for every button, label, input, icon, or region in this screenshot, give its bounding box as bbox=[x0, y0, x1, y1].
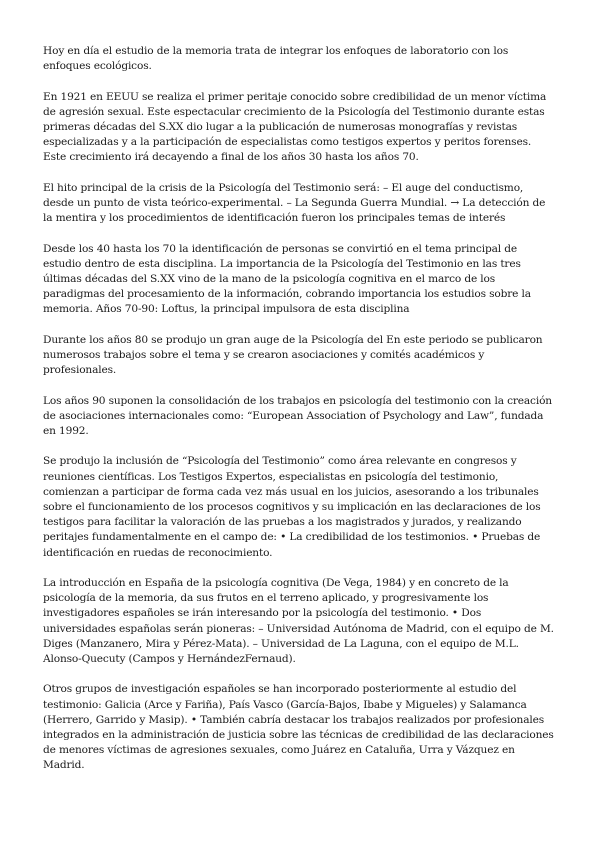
paragraph-memory-approaches: Hoy en día el estudio de la memoria trata de integrar los enfoques de laboratorio con los enfoques ecológicos. bbox=[43, 45, 509, 73]
document-body bbox=[43, 44, 557, 789]
paragraph-crisis-milestones: El hito principal de la crisis de la Psicología del Testimonio será: – El auge del conductismo, desde un punto de vista teórico-experimental. – La Segunda Guerra Mundial. → La detección de la mentira y los procedimientos de identificación fueron los principales temas de interés bbox=[43, 181, 546, 225]
paragraph-1921-first-expert-report: En 1921 en EEUU se realiza el primer peritaje conocido sobre credibilidad de un menor víctima de agresión sexual. Este espectacular crecimiento de la Psicología del Testimonio durante estas primeras décadas del S.XX dio lugar a la publicación de numerosas monografías y revistas especializadas y a la participación de especialistas como testigos expertos y peritos forenses. Este crecimiento irá decayendo a final de los años 30 hasta los años 70. bbox=[43, 90, 547, 164]
paragraph-expert-witnesses: Se produjo la inclusión de “Psicología del Testimonio” como área relevante en congresos y reuniones científicas. Los Testigos Expertos, especialistas en psicología del testimonio, comienzan a participar de forma cada vez más usual en los juicios, asesorando a los tribunales sobre el funcionamiento de los procesos cognitivos y su implicación en las declaraciones de los testigos para facilitar la valoración de las pruebas a los magistrados y jurados, y realizando peritajes fundamentalmente en el campo de: • La credibilidad de los testimonios. • Pruebas de identificación en ruedas de reconocimiento. bbox=[43, 455, 541, 559]
paragraph-90s-consolidation: Los años 90 suponen la consolidación de los trabajos en psicología del testimonio con la creación de asociaciones internacionales como: “European Association of Psychology and Law”, fundada en 1992. bbox=[43, 394, 552, 437]
paragraph-other-spanish-groups: Otros grupos de investigación españoles se han incorporado posteriormente al estudio del testimonio: Galicia (Arce y Fariña), País Vasco (García-Bajos, Ibabe y Migueles) y Salamanca (Herrero, Garrido y Masip). • También cabría destacar los trabajos realizados por profesionales integrados en la administración de justicia sobre las técnicas de credibilidad de las declaraciones de menores víctimas de agresiones sexuales, como Juárez en Cataluña, Urra y Vázquez en Madrid. bbox=[43, 683, 554, 772]
paragraph-80s-boom: Durante los años 80 se produjo un gran auge de la Psicología del En este periodo se publicaron numerosos trabajos sobre el tema y se crearon asociaciones y comités académicos y profesionales. bbox=[43, 333, 543, 377]
paragraph-spain-introduction: La introducción en España de la psicología cognitiva (De Vega, 1984) y en concreto de la psicología de la memoria, da sus frutos en el terreno aplicado, y progresivamente los investigadores españoles se irán interesando por la psicología del testimonio. • Dos universidades españolas serán pioneras: – Universidad Autónoma de Madrid, con el equipo de M. Diges (Manzanero, Mira y Pérez-Mata). – Universidad de La Laguna, con el equipo de M.L. Alonso-Quecuty (Campos y HernándezFernaud). bbox=[43, 577, 554, 666]
paragraph-identification-40s-70s: Desde los 40 hasta los 70 la identificación de personas se convirtió en el tema principal de estudio dentro de esta disciplina. La importancia de la Psicología del Testimonio en las tres últimas décadas del S.XX vino de la mano de la psicología cognitiva en el marco de los paradigmas del procesamiento de la información, cobrando importancia los estudios sobre la memoria. Años 70-90: Loftus, la principal impulsora de esta disciplina bbox=[43, 242, 531, 316]
